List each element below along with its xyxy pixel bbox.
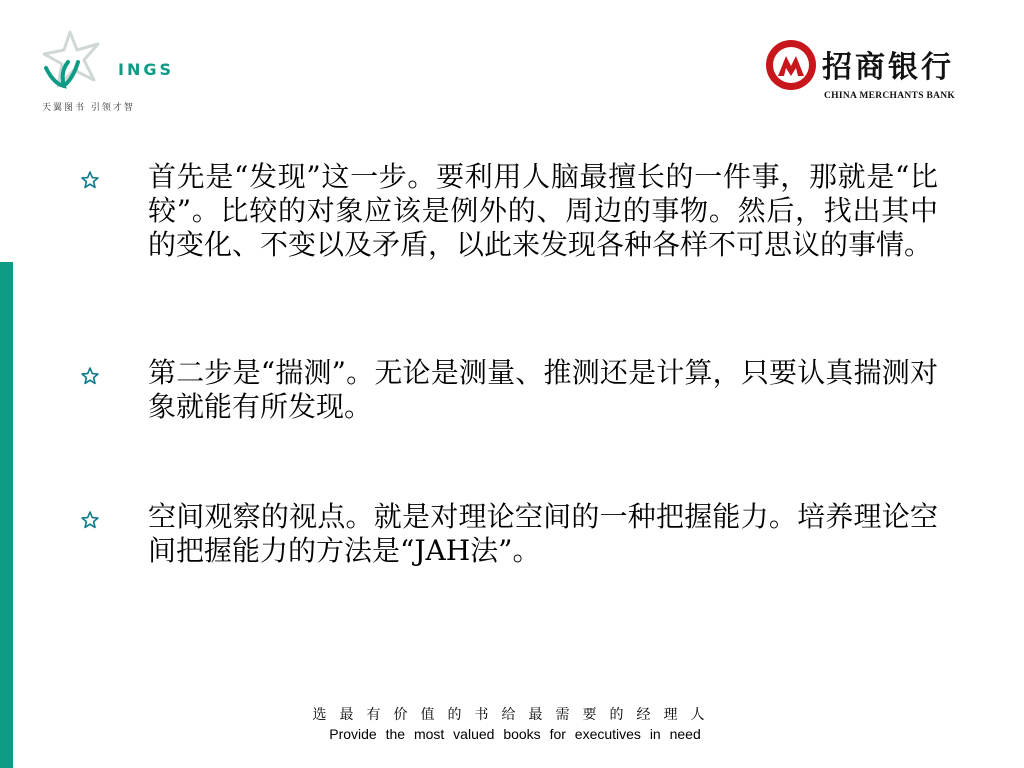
wings-wordmark: INGS	[118, 60, 174, 79]
star-outline-icon	[80, 170, 100, 190]
bullet-text: 空间观察的视点。就是对理论空间的一种把握能力。培养理论空间把握能力的方法是“JAH法”。	[148, 500, 938, 567]
footer-chinese: 选最有价值的书给最需要的经理人	[312, 707, 718, 723]
bullet-text: 首先是“发现”这一步。要利用人脑最擅长的一件事，那就是“比较”。比较的对象应该是例外的、周边的事物。然后，找出其中的变化、不变以及矛盾，以此来发现各种各样不可思议的事情。	[148, 160, 938, 261]
cmb-chinese-name: 招商银行	[822, 50, 954, 85]
cmb-english-name: CHINA MERCHANTS BANK	[824, 91, 956, 101]
bullet-text: 第二步是“揣测”。无论是测量、推测还是计算，只要认真揣测对象就能有所发现。	[148, 356, 938, 423]
star-outline-icon	[80, 510, 100, 530]
star-outline-icon	[80, 366, 100, 386]
cmb-emblem-icon	[764, 38, 818, 92]
footer	[230, 704, 800, 742]
footer-english: Provide the most valued books for executives in need	[329, 726, 701, 742]
left-accent-bar	[0, 0, 13, 768]
wings-logo	[40, 28, 180, 118]
wings-subtitle: 天翼图书 引领才智	[42, 103, 135, 113]
wings-star-icon	[40, 28, 120, 98]
cmb-logo	[764, 36, 976, 110]
